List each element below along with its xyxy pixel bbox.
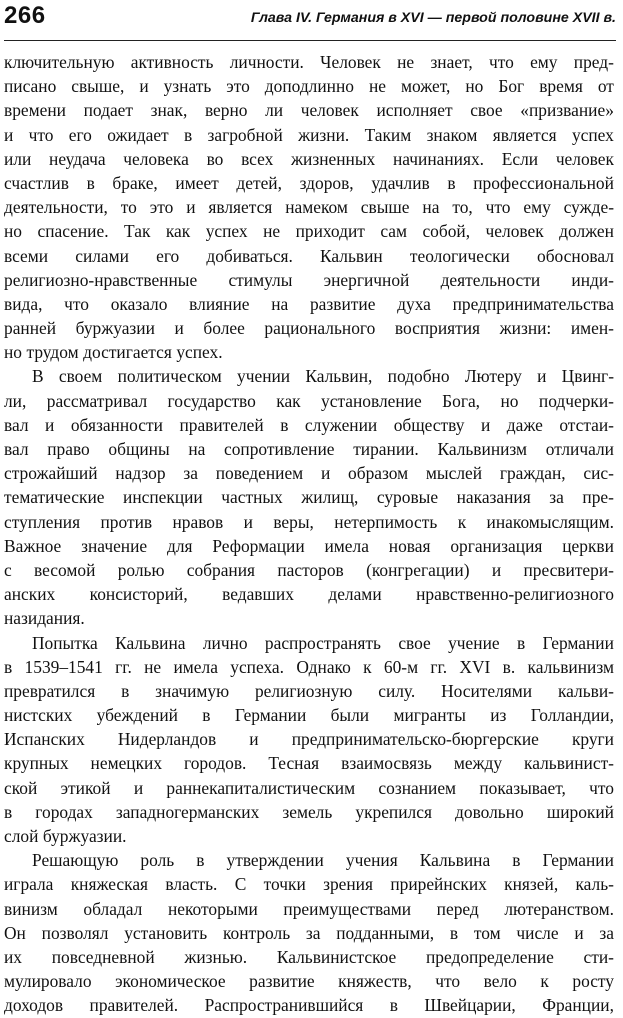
text-line: ступления против нравов и веры, нетерпимость к инакомыслящим. (4, 511, 614, 532)
text-line: в 1539–1541 гг. не имела успеха. Однако к 60-м гг. XVI в. кальвинизм (4, 656, 614, 677)
text-line: ской этикой и раннекапиталистическим сознанием показывает, что (4, 777, 614, 798)
text-line: Он позволял установить контроль за подданными, в том числе и за (4, 922, 614, 943)
text-line: их повседневной жизнью. Кальвинистское предопределение сти- (4, 946, 614, 967)
text-line: или неудача человека во всех жизненных начинаниях. Если человек (4, 148, 614, 169)
text-line: Важное значение для Реформации имела новая организация церкви (4, 535, 614, 556)
text-line: вида, что оказало влияние на развитие духа предпринимательства (4, 293, 614, 314)
paragraph (4, 631, 614, 849)
text-line: ли, рассматривал государство как установление Бога, но подчерки- (4, 390, 614, 411)
text-line: назидания. (4, 608, 85, 629)
text-line: слой буржуазии. (4, 826, 127, 846)
text-line: доходов правителей. Распространившийся в Швейцарии, Франции, (4, 995, 614, 1016)
text-line: религиозно-нравственные стимулы энергичной деятельности инди- (4, 269, 614, 290)
text-line: превратился в значимую религиозную силу. Носителями кальви- (4, 680, 614, 701)
text-line: мулировало экономическое развитие княжеств, что вело к росту (4, 971, 614, 992)
text-line: вал и обязанности правителей в служении обществу и даже отстаи- (4, 414, 614, 435)
body-text (4, 50, 614, 1018)
page-number: 266 (4, 2, 46, 29)
text-line: деятельности, то это и является намеком свыше на то, что ему сужде- (4, 197, 614, 218)
text-line: крупных немецких городов. Тесная взаимосвязь между кальвинист- (4, 753, 614, 774)
text-line: тематические инспекции частных жилищ, суровые наказания за пре- (4, 487, 614, 508)
text-line: всеми силами его добиваться. Кальвин теологически обосновал (4, 245, 614, 266)
text-line: Попытка Кальвина лично распространять свое учение в Германии (32, 632, 614, 653)
text-line: ранней буржуазии и более рационального восприятия жизни: имен- (4, 318, 614, 339)
text-line: но спасение. Так как успех не приходит сам собой, человек должен (4, 221, 614, 242)
text-line: с весомой ролью собрания пасторов (конгрегации) и пресвитери- (4, 559, 614, 580)
text-line: нистских убеждений в Германии были мигранты из Голландии, (4, 705, 614, 726)
text-line: играла княжеская власть. С точки зрения прирейнских князей, каль- (4, 874, 614, 895)
text-line: винизм обладал некоторыми преимуществами перед лютеранством. (4, 898, 614, 919)
chapter-title: Глава IV. Германия в XVI — первой половине XVII в. (250, 10, 616, 26)
paragraph (4, 848, 614, 1017)
text-line: вал право общины на сопротивление тирании. Кальвинизм отличали (4, 439, 614, 459)
text-line: Решающую роль в утверждении учения Кальвина в Германии (32, 850, 614, 871)
text-line: анских консисторий, ведавших делами нравственно-религиозного (4, 584, 614, 605)
text-line: В своем политическом учении Кальвин, подобно Лютеру и Цвинг- (32, 366, 614, 387)
text-line: Испанских Нидерландов и предпринимательско-бюргерские круги (4, 729, 614, 750)
text-line: но трудом достигается успех. (4, 342, 223, 363)
text-line: ключительную активность личности. Человек не знает, что ему пред- (4, 52, 614, 72)
text-line: счастлив в браке, имеет детей, здоров, удачлив в профессиональной (4, 172, 614, 193)
text-line: времени подает знак, верно ли человек исполняет свое «призвание» (4, 100, 614, 121)
text-line: и что его ожидает в загробной жизни. Таким знаком является успех (4, 124, 614, 145)
paragraph (4, 364, 614, 630)
text-line: строжайший надзор за поведением и образом мыслей граждан, сис- (4, 463, 614, 484)
text-line: в городах западногерманских земель укрепился довольно широкий (4, 801, 614, 822)
running-head (4, 0, 616, 41)
paragraph (4, 50, 614, 364)
text-line: писано свыше, и узнать это доподлинно не может, но Бог время от (4, 76, 614, 97)
